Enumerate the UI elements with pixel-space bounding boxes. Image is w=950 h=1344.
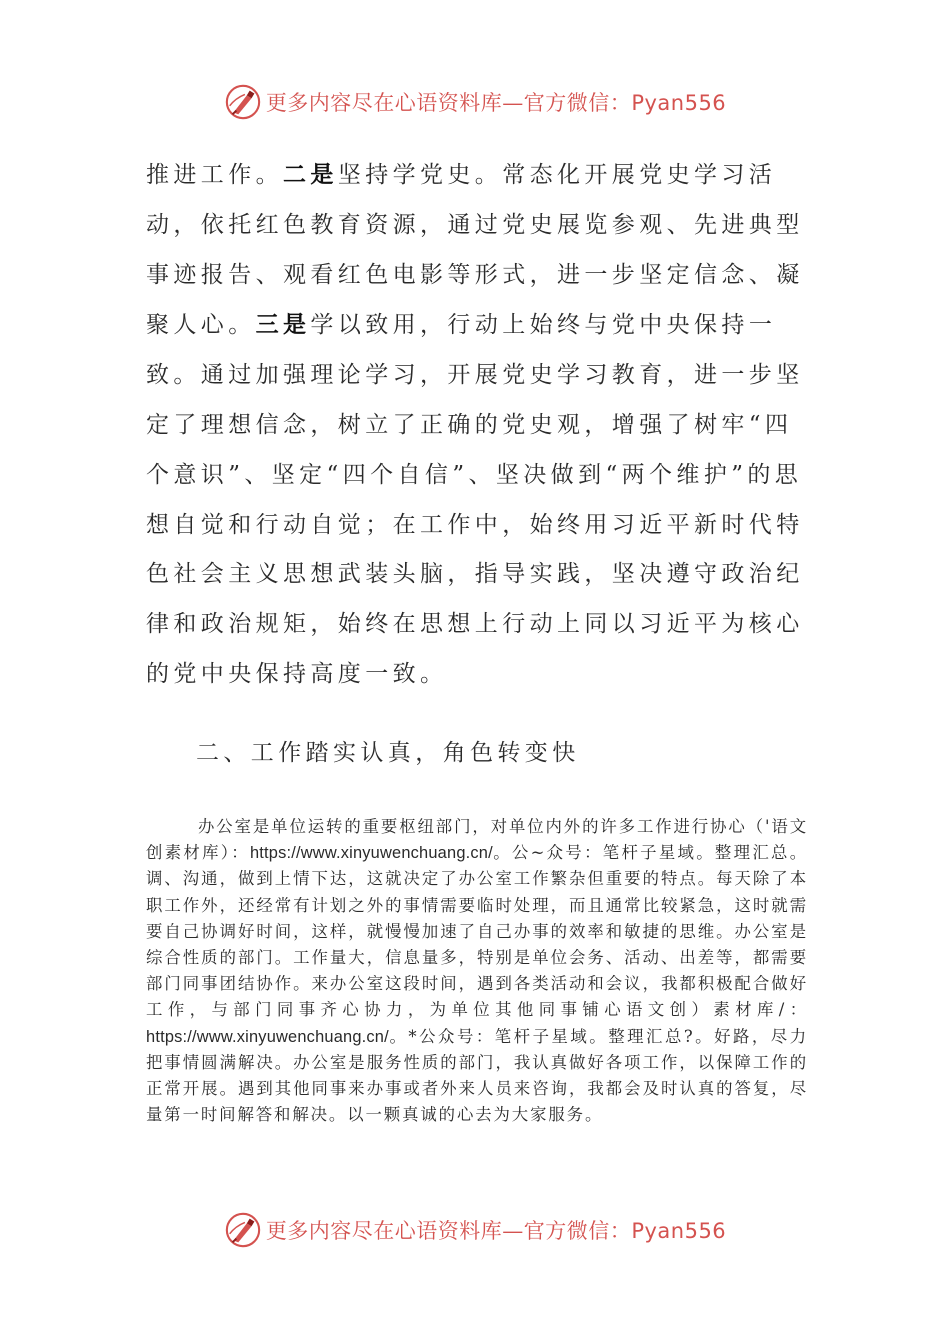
footer-watermark-text: 更多内容尽在心语资料库—官方微信：Pyan556	[265, 1219, 727, 1243]
header-watermark-text: 更多内容尽在心语资料库—官方微信：Pyan556	[265, 91, 727, 115]
wechat-id: Pyan556	[631, 91, 727, 115]
section-heading: 二、工作踏实认真，角色转变快	[196, 740, 580, 766]
paragraph-text: 办公室是单位运转的重要枢纽部门，对单位内外的许多工作进行协心（'语文创素材库）：	[146, 817, 808, 863]
bold-marker-two: 二是	[283, 161, 338, 188]
paragraph-text: 坚持学党史。常态化开展党史学习活动，依托红色教育资源，通过党史展览参观、先进典型事迹报告、观看红色电影等形式，进一步坚定信念、凝聚人心。	[146, 162, 804, 339]
paragraph-text: 。*公众号：笔杆子星域。整理汇总?。好路，尽力把事情圆满解决。办公室是服务性质的部门，我认真做好各项工作，以保障工作的正常开展。遇到其他同事来办事或者外来人员来咨询，我都会及时认真的答复，尽量第一时间解答和解决。以一颗真诚的心去为大家服务。	[146, 1026, 808, 1125]
header-watermark-banner	[0, 80, 950, 124]
paragraph-text: 学以致用，行动上始终与党中央保持一致。通过加强理论学习，开展党史学习教育，进一步坚定了理想信念，树立了正确的党史观，增强了树牢“四个意识”、坚定“四个自信”、坚决做到“两个维护”的思想自觉和行动自觉；在工作中，始终用习近平新时代特色社会主义思想武装头脑，指导实践，坚决遵守政治纪律和政治规矩，始终在思想上行动上同以习近平为核心的党中央保持高度一致。	[146, 312, 804, 687]
paragraph-text: 。公~众号：笔杆子星域。整理汇总。调、沟通，做到上情下达，这就决定了办公室工作繁杂但重要的特点。每天除了本职工作外，还经常有计划之外的事情需要临时处理，而且通常比较紧急，这时就需要自己协调好时间，这样，就慢慢加速了自己办事的效率和敏捷的思维。办公室是综合性质的部门。工作量大，信息量多，特别是单位会务、活动、出差等，都需要部门同事团结协作。来办公室这段时间，遇到各类活动和会议，我都积极配合做好工作，与部门同事齐心协力，为单位其他同事铺心语文创）素材库/：	[146, 843, 808, 1020]
footer-watermark-banner	[0, 1208, 950, 1252]
bold-marker-three: 三是	[255, 311, 311, 339]
wechat-id: Pyan556	[631, 1219, 727, 1243]
website-url-text: https://www.xinyuwenchuang.cn/	[146, 1027, 389, 1046]
website-url-text: https://www.xinyuwenchuang.cn/	[249, 844, 493, 863]
paragraph-text: 推进工作。	[146, 162, 283, 188]
pen-nib-logo-icon	[224, 1211, 262, 1249]
body-paragraph-2	[146, 814, 808, 1128]
body-paragraph-1	[146, 150, 806, 700]
pen-nib-logo-icon	[224, 83, 262, 121]
